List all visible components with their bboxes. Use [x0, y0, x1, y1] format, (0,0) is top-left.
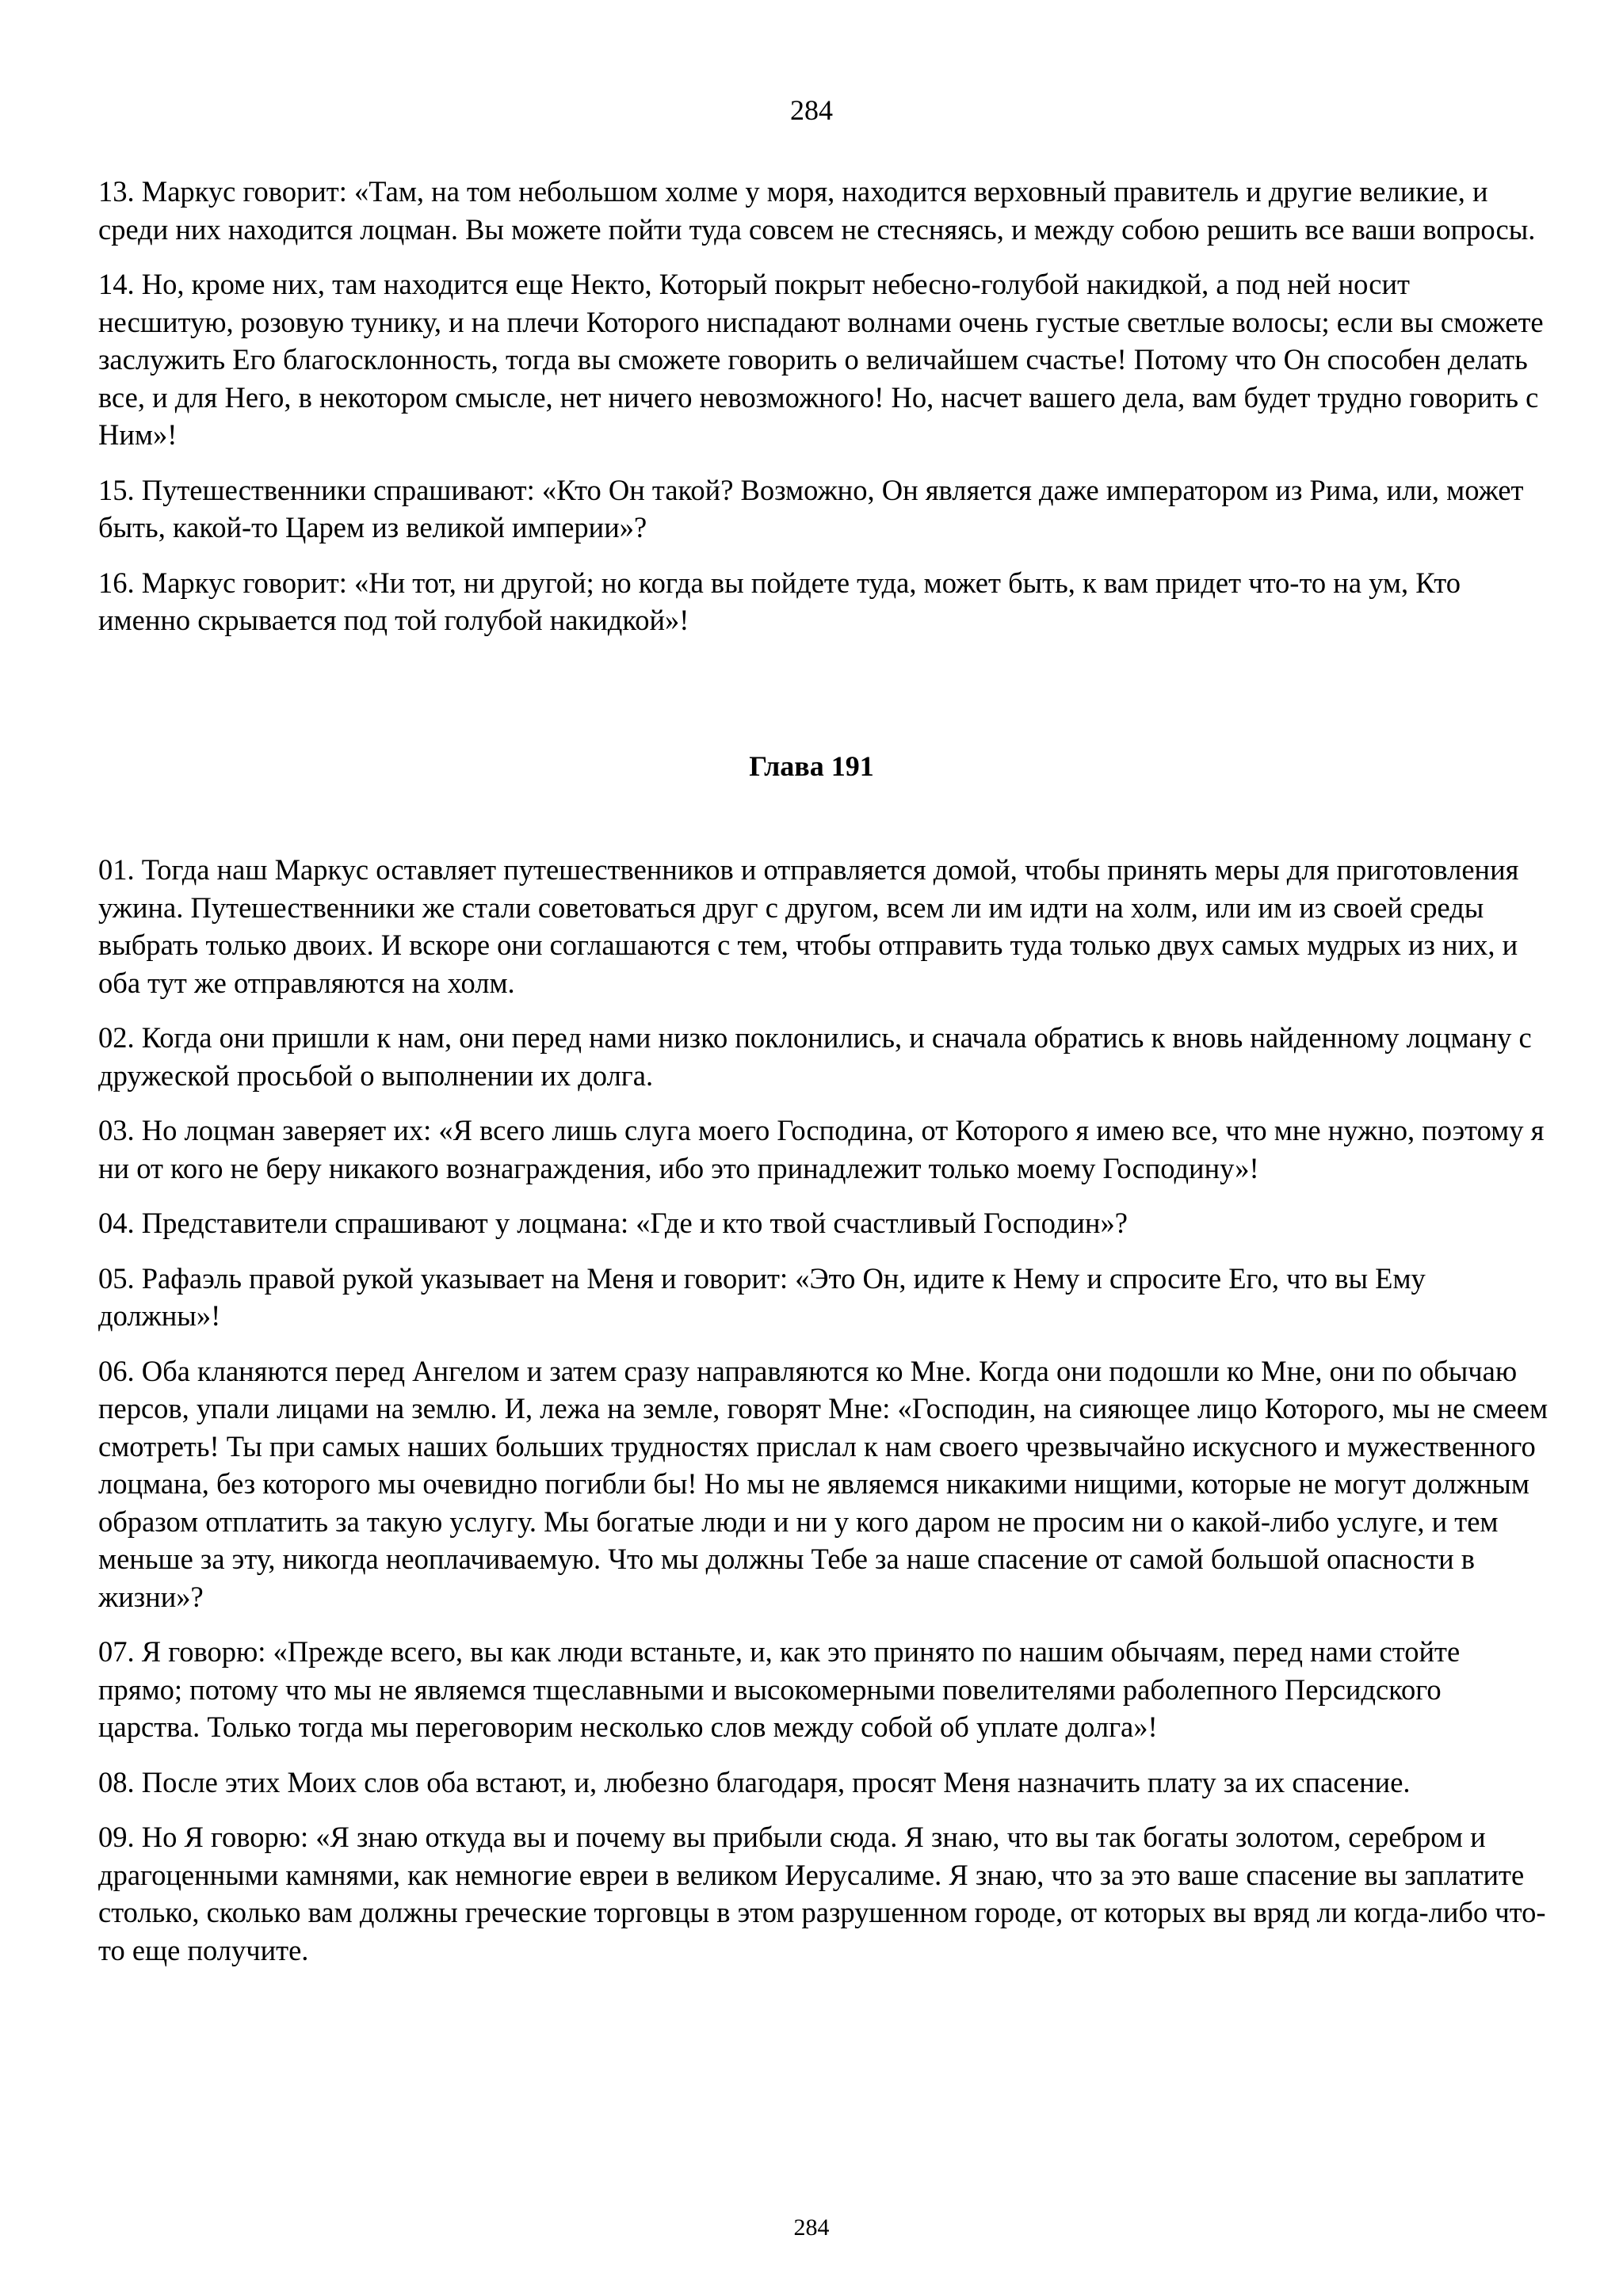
paragraph-09: 09. Но Я говорю: «Я знаю откуда вы и почему вы прибыли сюда. Я знаю, что вы так богаты золотом, серебром и драгоценными камнями, как немногие евреи в великом Иерусалиме. Я знаю, что за это ваше спасение вы заплатите столько, сколько вам должны греческие торговцы в этом разрушенном городе, от которых вы вряд ли когда-либо что-то еще получите.: [98, 1821, 1546, 1966]
chapter-body: [98, 851, 1549, 1986]
section-top: [98, 173, 1549, 657]
paragraph-07: 07. Я говорю: «Прежде всего, вы как люди встаньте, и, как это принято по нашим обычаям, перед нами стойте прямо; потому что мы не являемся тщеславными и высокомерными повелителями раболепного Персидского царства. Только тогда мы переговорим несколько слов между собой об уплате долга»!: [98, 1635, 1461, 1743]
paragraph-14: 14. Но, кроме них, там находится еще Некто, Который покрыт небесно-голубой накидкой, а под ней носит несшитую, розовую тунику, и на плечи Которого ниспадают волнами очень густые светлые волосы; если вы сможете заслужить Его благосклонность, тогда вы сможете говорить о величайшем счастье! Потому что Он способен делать все, и для Него, в некотором смысле, нет ничего невозможного! Но, насчет вашего дела, вам будет трудно говорить с Ним»!: [98, 268, 1544, 451]
page-number-bottom: 284: [793, 2214, 830, 2241]
paragraph-13: 13. Маркус говорит: «Там, на том небольшом холме у моря, находится верховный правитель и другие великие, и среди них находится лоцман. Вы можете пойти туда совсем не стесняясь, и между собою решить все ваши вопросы.: [98, 175, 1536, 246]
paragraph-15: 15. Путешественники спрашивают: «Кто Он такой? Возможно, Он является даже императором из Рима, или, может быть, какой-то Царем из великой империи»?: [98, 473, 1524, 543]
paragraph-08: 08. После этих Моих слов оба встают, и, любезно благодаря, просят Меня назначить плату за их спасение.: [98, 1765, 1411, 1798]
page-number-top: 284: [790, 94, 833, 126]
paragraph-03: 03. Но лоцман заверяет их: «Я всего лишь слуга моего Господина, от Которого я имею все, что мне нужно, поэтому я ни от кого не беру никакого вознаграждения, ибо это принадлежит только моему Господину»!: [98, 1114, 1545, 1184]
paragraph-04: 04. Представители спрашивают у лоцмана: «Где и кто твой счастливый Господин»?: [98, 1207, 1128, 1239]
paragraph-05: 05. Рафаэль правой рукой указывает на Меня и говорит: «Это Он, идите к Нему и спросите Его, что вы Ему должны»!: [98, 1261, 1426, 1332]
paragraph-16: 16. Маркус говорит: «Ни тот, ни другой; но когда вы пойдете туда, может быть, к вам придет что-то на ум, Кто именно скрывается под той голубой накидкой»!: [98, 566, 1461, 636]
paragraph-01: 01. Тогда наш Маркус оставляет путешественников и отправляется домой, чтобы принять меры для приготовления ужина. Путешественники же стали советоваться друг с другом, всем ли им идти на холм, или им из своей среды выбрать только двоих. И вскоре они соглашаются с тем, чтобы отправить туда только двух самых мудрых из них, и оба тут же отправляются на холм.: [98, 853, 1519, 999]
paragraph-06: 06. Оба кланяются перед Ангелом и затем сразу направляются ко Мне. Когда они подошли ко Мне, они по обычаю персов, упали лицами на землю. И, лежа на земле, говорят Мне: «Господин, на сияющее лицо Которого, мы не смеем смотреть! Ты при самых наших больших трудностях прислал к нам своего чрезвычайно искусного и мужественного лоцмана, без которого мы очевидно погибли бы! Но мы не являемся никакими нищими, которые не могут должным образом отплатить за такую услугу. Мы богатые люди и ни у кого даром не просим ни о какой-либо услуге, и тем меньше за эту, никогда неоплачиваемую. Что мы должны Тебе за наше спасение от самой большой опасности в жизни»?: [98, 1354, 1549, 1613]
chapter-title: Глава 191: [749, 750, 874, 782]
paragraph-02: 02. Когда они пришли к нам, они перед нами низко поклонились, и сначала обратись к вновь найденному лоцману с дружеской просьбой о выполнении их долга.: [98, 1021, 1532, 1092]
